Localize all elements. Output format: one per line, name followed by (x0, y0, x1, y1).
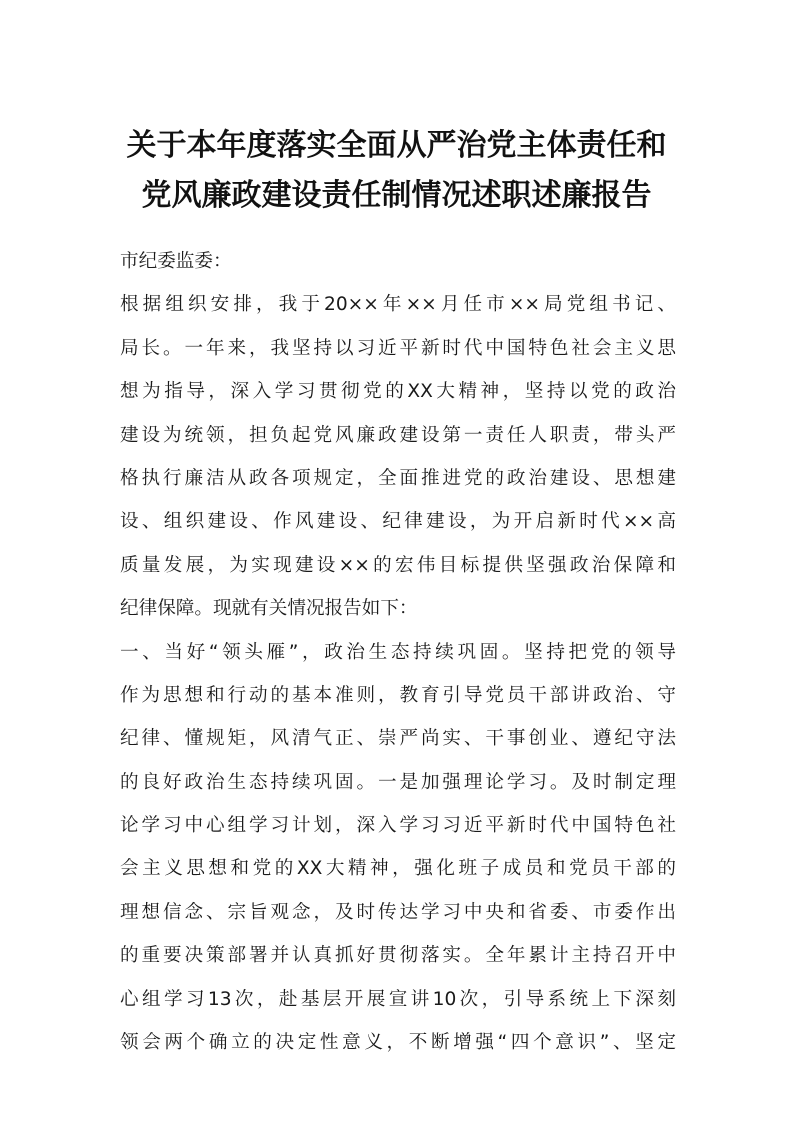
body-line: 的良好政治生态持续巩固。一是加强理论学习。及时制定理 (120, 771, 676, 793)
document-title-line-2: 党风廉政建设责任制情况述职述廉报告 (141, 178, 652, 213)
body-line: 一、当好“领头雁”，政治生态持续巩固。坚持把党的领导 (120, 641, 676, 663)
body-line: 建设为统领，担负起党风廉政建设第一责任人职责，带头严 (120, 424, 676, 446)
body-line: 想为指导，深入学习贯彻党的XX大精神，坚持以党的政治 (120, 381, 676, 403)
body-line: 纪律、懂规矩，风清气正、崇严尚实、干事创业、遵纪守法 (120, 728, 676, 750)
body-line: 设、组织建设、作风建设、纪律建设，为开启新时代××高 (120, 511, 676, 533)
document-title-line-1: 关于本年度落实全面从严治党主体责任和 (126, 128, 667, 163)
document-body (120, 240, 676, 1064)
body-line: 局长。一年来，我坚持以习近平新时代中国特色社会主义思 (120, 337, 676, 359)
body-line: 理想信念、宗旨观念，及时传达学习中央和省委、市委作出 (120, 901, 676, 923)
body-line: 质量发展，为实现建设××的宏伟目标提供坚强政治保障和 (120, 554, 676, 576)
body-line: 论学习中心组学习计划，深入学习习近平新时代中国特色社 (120, 815, 676, 837)
body-line: 会主义思想和党的XX大精神，强化班子成员和党员干部的 (120, 858, 676, 880)
body-line: 格执行廉洁从政各项规定，全面推进党的政治建设、思想建 (120, 467, 676, 489)
body-line: 的重要决策部署并认真抓好贯彻落实。全年累计主持召开中 (120, 945, 676, 967)
salutation: 市纪委监委： (120, 251, 232, 272)
body-line: 纪律保障。现就有关情况报告如下： (120, 598, 418, 620)
body-line: 心组学习13次，赴基层开展宣讲10次，引导系统上下深刻 (120, 988, 676, 1010)
body-line: 领会两个确立的决定性意义，不断增强“四个意识”、坚定 (120, 1032, 676, 1054)
body-line: 根据组织安排，我于20××年××月任市××局党组书记、 (120, 294, 676, 316)
body-line: 作为思想和行动的基本准则，教育引导党员干部讲政治、守 (120, 684, 676, 706)
